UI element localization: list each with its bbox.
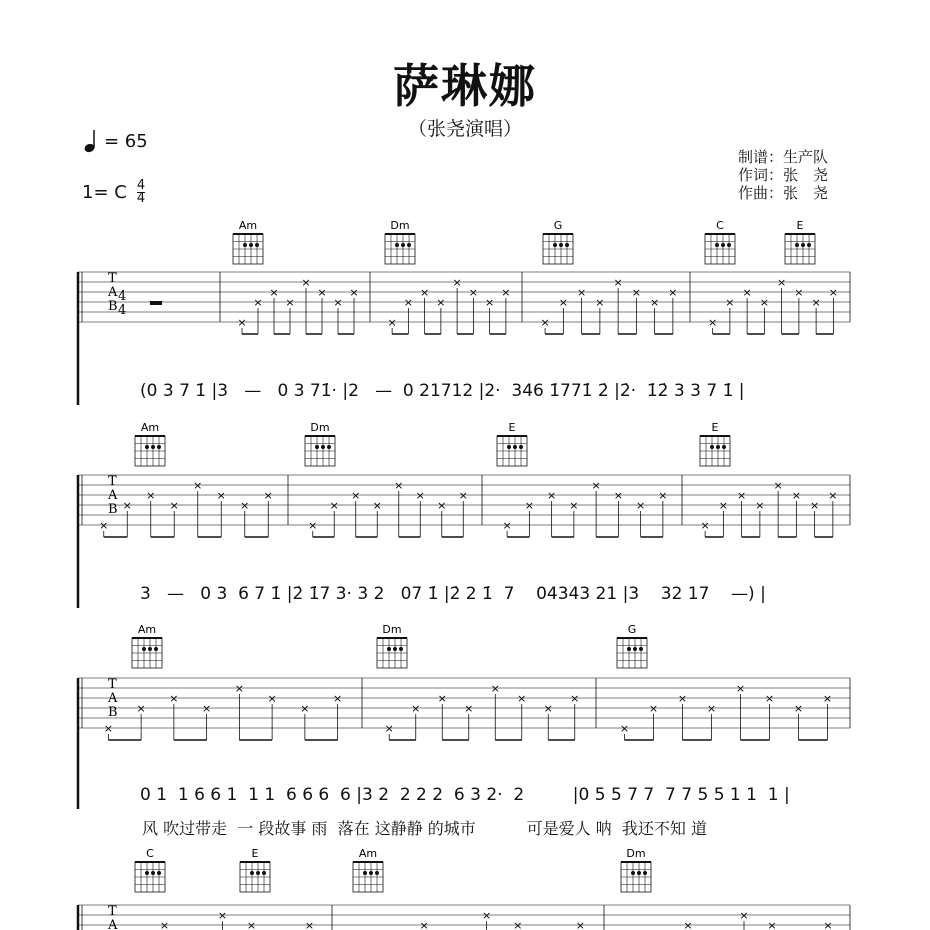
tab-note-x: × [668,286,678,299]
tab-time-sig: 4 [118,303,127,318]
tab-note-x: × [387,316,397,329]
tab-note-x: × [591,479,601,492]
jianpu-line: 0 1 1 6 6 1 1 1 6 6 6 6 |3 2 2 2 2 6 3 2· 2 |0 5 5 7 7 7 7 5 5 1 1 1 | [140,785,790,805]
tab-note-x: × [725,296,735,309]
song-subtitle: （张尧演唱） [407,118,522,140]
chord-finger [643,871,647,875]
tab-note-x: × [202,702,212,715]
chord-diagram [135,421,165,466]
tab-note-x: × [595,296,605,309]
rest-mark [150,301,162,305]
tab-note-x: × [485,296,495,309]
chord-name: Am [137,623,157,636]
tab-note-x: × [349,286,359,299]
chord-finger [255,243,259,247]
chord-finger [145,871,149,875]
chord-finger [722,445,726,449]
tab-note-x: × [122,499,132,512]
chord-name: E [508,421,516,434]
chord-name: E [251,847,259,860]
tab-note-x: × [464,702,474,715]
tab-time-sig: 4 [118,289,127,304]
tab-note-x: × [482,909,492,922]
chord-finger [151,445,155,449]
tab-note-x: × [822,692,833,705]
chord-finger [327,445,331,449]
chord-finger [315,445,319,449]
tab-note-x: × [300,702,310,715]
tab-note-x: × [631,286,641,299]
chord-finger [715,243,719,247]
tab-note-x: × [193,479,203,492]
chord-diagram [705,219,735,264]
chord-finger [387,647,391,651]
tab-note-x: × [517,692,527,705]
tab-note-x: × [263,489,273,502]
chord-finger [151,871,155,875]
tab-note-x: × [828,489,838,502]
chord-finger [145,445,149,449]
tab-note-x: × [759,296,769,309]
tab-clef-letter: B [108,502,118,517]
tab-note-x: × [737,489,747,502]
tab-note-x: × [99,519,109,532]
tab-note-x: × [773,479,783,492]
tab-note-x: × [650,296,660,309]
chord-finger [807,243,811,247]
chord-name: Am [238,219,258,232]
tab-note-x: × [420,286,430,299]
lyrics-line: 风 吹过带走 一 段故事 雨 落在 这静静 的城市 可是爱人 呐 我还不知 道 [142,819,707,838]
chord-diagram [700,421,730,466]
tab-clef-letter: A [108,285,118,300]
tab-clef-letter: T [108,474,117,489]
chord-diagram [305,421,335,466]
tab-note-x: × [217,909,228,922]
tab-note-x: × [658,489,668,502]
chord-finger [507,445,511,449]
chord-diagram [621,847,651,892]
chord-name: Am [140,421,160,434]
tab-note-x: × [159,919,170,930]
tab-note-x: × [794,286,804,299]
chord-finger [407,243,411,247]
chord-name: E [711,421,719,434]
tab-clef-letter: T [108,904,117,919]
tab-note-x: × [700,519,710,532]
chord-finger [716,445,720,449]
tab-note-x: × [216,489,226,502]
key-value: 1= C [82,182,127,203]
chord-finger [157,871,161,875]
tab-note-x: × [793,702,804,715]
tab-note-x: × [706,702,717,715]
tab-note-x: × [169,692,179,705]
chord-diagram [353,847,383,892]
tab-note-x: × [569,499,579,512]
tab-note-x: × [301,276,311,289]
tab-note-x: × [253,296,263,309]
tab-note-x: × [540,316,550,329]
chord-name: Dm [626,847,646,860]
tab-note-x: × [735,682,746,695]
tab-note-x: × [285,296,295,309]
chord-diagram [233,219,263,264]
tab-note-x: × [823,919,833,930]
chord-finger [243,243,247,247]
tab-note-x: × [547,489,557,502]
tab-note-x: × [458,489,468,502]
tab-note-x: × [304,919,315,930]
chord-name: C [146,847,154,860]
chord-finger [795,243,799,247]
tab-note-x: × [619,722,630,735]
tab-note-x: × [811,296,821,309]
tab-note-x: × [718,499,728,512]
tab-clef-letter: T [108,677,117,692]
tab-note-x: × [234,682,244,695]
tab-note-x: × [739,909,749,922]
chord-finger [513,445,517,449]
tab-note-x: × [415,489,425,502]
tab-note-x: × [683,919,693,930]
chord-finger [375,871,379,875]
chord-diagram [132,623,162,668]
tab-note-x: × [767,919,777,930]
jianpu-line: (0 3 7 1̇ |3 — 0 3 71̇· |2 — 0 21712 |2· 346 1̇771̇ 2̇ |2̇· 1̇2̇ 3 3 7 1̇ | [140,381,745,401]
tab-note-x: × [577,286,587,299]
tab-note-x: × [240,499,250,512]
chord-finger [363,871,367,875]
tab-note-x: × [677,692,688,705]
tab-note-x: × [308,519,318,532]
tab-note-x: × [513,919,523,930]
chord-diagram [240,847,270,892]
chord-diagram [497,421,527,466]
chord-name: Am [358,847,378,860]
chord-finger [801,243,805,247]
tab-note-x: × [648,702,659,715]
tab-note-x: × [437,499,447,512]
chord-finger [393,647,397,651]
chord-finger [256,871,260,875]
tab-note-x: × [394,479,404,492]
tab-note-x: × [436,296,446,309]
chord-diagram [785,219,815,264]
chord-finger [553,243,557,247]
tab-note-x: × [502,519,512,532]
chord-name: Dm [310,421,330,434]
chord-name: G [627,623,637,636]
tab-note-x: × [103,722,113,735]
tab-note-x: × [570,692,580,705]
chord-name: C [716,219,724,232]
tab-note-x: × [501,286,511,299]
chord-name: Dm [382,623,402,636]
chord-diagram [377,623,407,668]
song-title: 萨琳娜 [393,59,537,113]
chord-name: G [553,219,563,232]
tab-note-x: × [708,316,718,329]
chord-diagram [135,847,165,892]
tab-note-x: × [524,499,534,512]
chord-finger [565,243,569,247]
tab-note-x: × [742,286,752,299]
tab-note-x: × [136,702,146,715]
tab-note-x: × [403,296,413,309]
tab-note-x: × [777,276,787,289]
tab-clef-letter: A [108,488,118,503]
chord-finger [249,243,253,247]
tab-note-x: × [791,489,801,502]
chord-finger [262,871,266,875]
chord-finger [142,647,146,651]
chord-finger [727,243,731,247]
tab-note-x: × [543,702,553,715]
tab-note-x: × [333,692,343,705]
tab-note-x: × [333,296,343,309]
time-signature: $\frac{4}{4}$ [136,178,146,206]
tab-note-x: × [613,489,623,502]
tab-note-x: × [437,692,447,705]
tab-note-x: × [810,499,820,512]
tab-note-x: × [828,286,838,299]
chord-finger [250,871,254,875]
chord-finger [321,445,325,449]
chord-finger [639,647,643,651]
tab-note-x: × [419,919,429,930]
tab-note-x: × [755,499,765,512]
chord-diagram [543,219,573,264]
chord-finger [633,647,637,651]
chord-finger [637,871,641,875]
chord-finger [369,871,373,875]
tab-clef-letter: A [108,691,118,706]
tab-note-x: × [169,499,179,512]
chord-finger [395,243,399,247]
tab-note-x: × [558,296,568,309]
tab-clef-letter: B [108,705,118,720]
tab-note-x: × [329,499,339,512]
tab-note-x: × [267,692,277,705]
chord-finger [154,647,158,651]
credit-arranger: 制谱：生产队 [738,148,829,166]
tab-note-x: × [384,722,394,735]
chord-finger [401,243,405,247]
chord-finger [710,445,714,449]
tab-note-x: × [317,286,327,299]
tab-note-x: × [490,682,500,695]
tab-note-x: × [372,499,382,512]
chord-finger [721,243,725,247]
tab-note-x: × [764,692,775,705]
tab-note-x: × [411,702,421,715]
tab-note-x: × [452,276,462,289]
tempo-value: = 65 [104,130,148,152]
credit-composer: 作曲：张 尧 [738,184,829,202]
chord-finger [399,647,403,651]
tab-note-x: × [575,919,585,930]
chord-finger [148,647,152,651]
tab-clef-letter: A [108,918,118,930]
chord-finger [627,647,631,651]
tab-note-x: × [613,276,623,289]
tab-note-x: × [636,499,646,512]
chord-finger [519,445,523,449]
tab-clef-letter: B [108,299,118,314]
tab-note-x: × [269,286,279,299]
chord-name: Dm [390,219,410,232]
chord-finger [559,243,563,247]
tab-clef-letter: T [108,271,117,286]
tab-note-x: × [246,919,257,930]
chord-diagram [385,219,415,264]
jianpu-line: 3 — 0 3 6 7 1̇ |2̇ 1̇7 3· 3 2 07 1̇ |2̇ 2 1̇ 7 04343 21 |3 32 17 —) | [140,584,766,604]
credit-lyricist: 作词：张 尧 [738,166,829,184]
chord-diagram [617,623,647,668]
tab-note-x: × [468,286,478,299]
chord-finger [157,445,161,449]
tab-note-x: × [237,316,247,329]
tab-note-x: × [146,489,156,502]
chord-finger [631,871,635,875]
chord-name: E [796,219,804,232]
tab-note-x: × [351,489,361,502]
